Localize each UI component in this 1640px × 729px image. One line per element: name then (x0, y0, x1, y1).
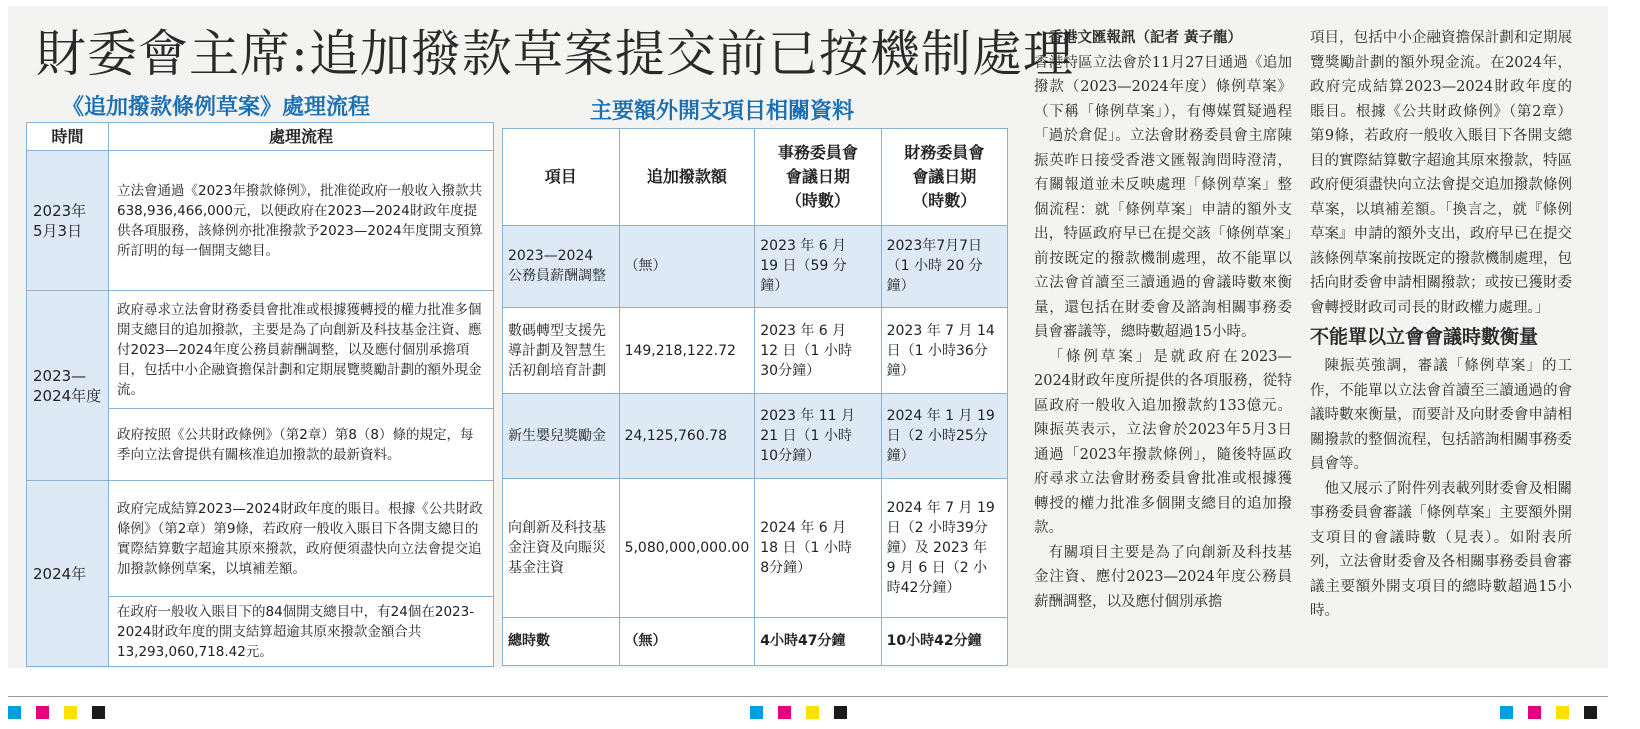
header-amount: 追加撥款額 (619, 129, 755, 226)
headline: 財委會主席:追加撥款草案提交前已按機制處理 (36, 25, 1074, 83)
article-paragraph: 陳振英強調，審議「條例草案」的工作，不能單以立法會首讀至三讀通過的會議時數來衡量，而要計及向財委會申請相關撥款的整個流程，包括諮詢相關事務委員會等。 (1310, 358, 1572, 472)
table-row (27, 151, 494, 291)
time-cell (27, 291, 109, 481)
header-panel-date: 事務委員會 會議日期 （時數） (755, 129, 881, 226)
process-cell: 政府按照《公共財政條例》（第2章）第8（8）條的規定，每季向立法會提供有關核准追加撥款的最新資料。 (109, 409, 494, 481)
table1-title: 《追加撥款條例草案》處理流程 (62, 95, 371, 120)
table-row (27, 481, 494, 597)
table-total-row (503, 617, 1008, 665)
article-paragraph: 香港特區立法會於11月27日通過《追加撥款（2023—2024年度）條例草案》（下稱「條例草案」），有傳媒質疑過程「過於倉促」。立法會財務委員會主席陳振英昨日接受香港文匯報詢問時澄清，有關報道並未反映處理「條例草案」整個流程：就「條例草案」申請的額外支出，特區政府早已在提交該「條例草案」前按既定的撥款機制處理，故不能單以立法會首讀至三讀通過的會議時數來衡量，還包括在財委會及諮詢相關事務委員會審議等，總時數超過15小時。 (1034, 54, 1292, 340)
total-panel-hours: 4小時47分鐘 (755, 617, 881, 665)
header-item: 項目 (503, 129, 620, 226)
total-amount: （無） (619, 617, 755, 665)
registration-mark-cyan (1500, 706, 1513, 719)
header-time: 時間 (27, 123, 109, 151)
registration-mark-magenta (1528, 706, 1541, 719)
article-column-1 (1034, 26, 1292, 614)
amount-cell: （無） (619, 225, 755, 307)
amount-cell: 5,080,000,000.00 (619, 478, 755, 617)
process-cell: 政府尋求立法會財務委員會批准或根據獲轉授的權力批准多個開支總目的追加撥款，主要是為了向創新及科技基金注資、應付2023—2024年度公務員薪酬調整，以及應付個別承擔項目，包括中小企融資擔保計劃和定期展覽獎勵計劃的額外現金流。 (109, 291, 494, 409)
process-cell: 政府完成結算2023—2024財政年度的賬目。根據《公共財政條例》（第2章）第9條，若政府一般收入賬目下各開支總目的實際結算數字超逾其原來撥款，政府便須盡快向立法會提交追加撥款條例草案，以填補差額。 (109, 481, 494, 597)
registration-mark-yellow (806, 706, 819, 719)
table-row (503, 225, 1008, 307)
registration-mark-black (92, 706, 105, 719)
article-column-2 (1310, 26, 1572, 624)
fc-date-cell: 2023年7月7日 （1 小時 20 分 鐘） (881, 225, 1007, 307)
table-header-row (27, 123, 494, 151)
item-cell: 2023—2024 公務員薪酬調整 (503, 225, 620, 307)
byline: 香港文匯報訊（記者 黃子龍） (1048, 29, 1243, 46)
article-paragraph: 項目，包括中小企融資擔保計劃和定期展覽獎勵計劃的額外現金流。在2024年，政府完成結算2023—2024財政年度的賬目。根據《公共財政條例》（第2章）第9條，若政府一般收入賬目下各開支總目的實際結算數字超逾其原來撥款，特區政府便須盡快向立法會提交追加撥款條例草案，以填補差額。「換言之，就『條例草案』申請的額外支出，政府早已在提交該條例草案前按既定的撥款機制處理，包括向財委會申請相關撥款；或按已獲財委會轉授財政司司長的財政權力處理。」 (1310, 30, 1572, 316)
registration-mark-cyan (8, 706, 21, 719)
process-table (26, 122, 494, 667)
amount-cell: 149,218,122.72 (619, 307, 755, 393)
article-paragraph: 有關項目主要是為了向創新及科技基金注資、應付2023—2024年度公務員薪酬調整，以及應付個別承擔 (1034, 544, 1292, 610)
table2-title: 主要額外開支項目相關資料 (590, 99, 855, 124)
process-cell: 立法會通過《2023年撥款條例》，批准從政府一般收入撥款共638,936,466,000元，以便政府在2023—2024財政年度提供各項服務，該條例亦批准撥款予2023—2024年度開支預算所訂明的每一個開支總目。 (109, 151, 494, 291)
registration-mark-black (1584, 706, 1597, 719)
time-cell (27, 481, 109, 667)
item-cell: 新生嬰兒獎勵金 (503, 394, 620, 478)
table-row (503, 307, 1008, 393)
registration-mark-black (834, 706, 847, 719)
item-cell: 數碼轉型支援先 導計劃及智慧生 活初創培育計劃 (503, 307, 620, 393)
table-row (503, 394, 1008, 478)
fc-date-cell: 2024 年 1 月 19 日（2 小時25分 鐘） (881, 394, 1007, 478)
article-paragraph: 「條例草案」是就政府在2023—2024財政年度所提供的各項服務，從特區政府一般收入追加撥款約133億元。陳振英表示，立法會於2023年5月3日通過「2023年撥款條例」，隨後特區政府尋求立法會財務委員會批准或根據獲轉授的權力批准多個開支總目的追加撥款。 (1034, 348, 1292, 536)
registration-mark-magenta (778, 706, 791, 719)
item-cell: 向創新及科技基 金注資及向賑災 基金注資 (503, 478, 620, 617)
panel-date-cell: 2023 年 6 月 12 日（1 小時 30分鐘） (755, 307, 881, 393)
time-cell (27, 151, 109, 291)
header-process: 處理流程 (109, 123, 494, 151)
table-row (27, 291, 494, 409)
amount-cell: 24,125,760.78 (619, 394, 755, 478)
article-paragraph: 他又展示了附件列表載列財委會及相關事務委員會審議「條例草案」主要額外開支項目的會議時數（見表）。如附表所列，立法會財委會及各相關事務委員會審議主要額外開支項目的總時數超過15小時。 (1310, 480, 1572, 619)
registration-mark-cyan (750, 706, 763, 719)
table-row (503, 478, 1008, 617)
total-label: 總時數 (503, 617, 620, 665)
expense-table (502, 128, 1008, 666)
panel-date-cell: 2023 年 11 月 21 日（1 小時 10分鐘） (755, 394, 881, 478)
fc-date-cell: 2024 年 7 月 19 日（2 小時39分 鐘）及 2023 年 9 月 6 日（2 小 時42分鐘） (881, 478, 1007, 617)
header-fc-date: 財務委員會 會議日期 （時數） (881, 129, 1007, 226)
total-fc-hours: 10小時42分鐘 (881, 617, 1007, 665)
registration-mark-yellow (1556, 706, 1569, 719)
process-cell: 在政府一般收入賬目下的84個開支總目中，有24個在2023-2024財政年度的開支結算超逾其原來撥款金額合共13,293,060,718.42元。 (109, 597, 494, 667)
panel-date-cell: 2023 年 6 月 19 日（59 分 鐘） (755, 225, 881, 307)
subheading: 不能單以立會會議時數衡量 (1310, 326, 1539, 348)
fc-date-cell: 2023 年 7 月 14 日（1 小時36分 鐘） (881, 307, 1007, 393)
registration-mark-yellow (64, 706, 77, 719)
registration-mark-magenta (36, 706, 49, 719)
time-2024: 2024年 (33, 564, 87, 583)
panel-date-cell: 2024 年 6 月 18 日（1 小時 8分鐘） (755, 478, 881, 617)
bottom-rule (8, 696, 1608, 697)
table-header-row (503, 129, 1008, 226)
time-2023-2024: 2023— 2024年度 (33, 366, 102, 405)
time-2023-may: 2023年 5月3日 (33, 201, 87, 240)
